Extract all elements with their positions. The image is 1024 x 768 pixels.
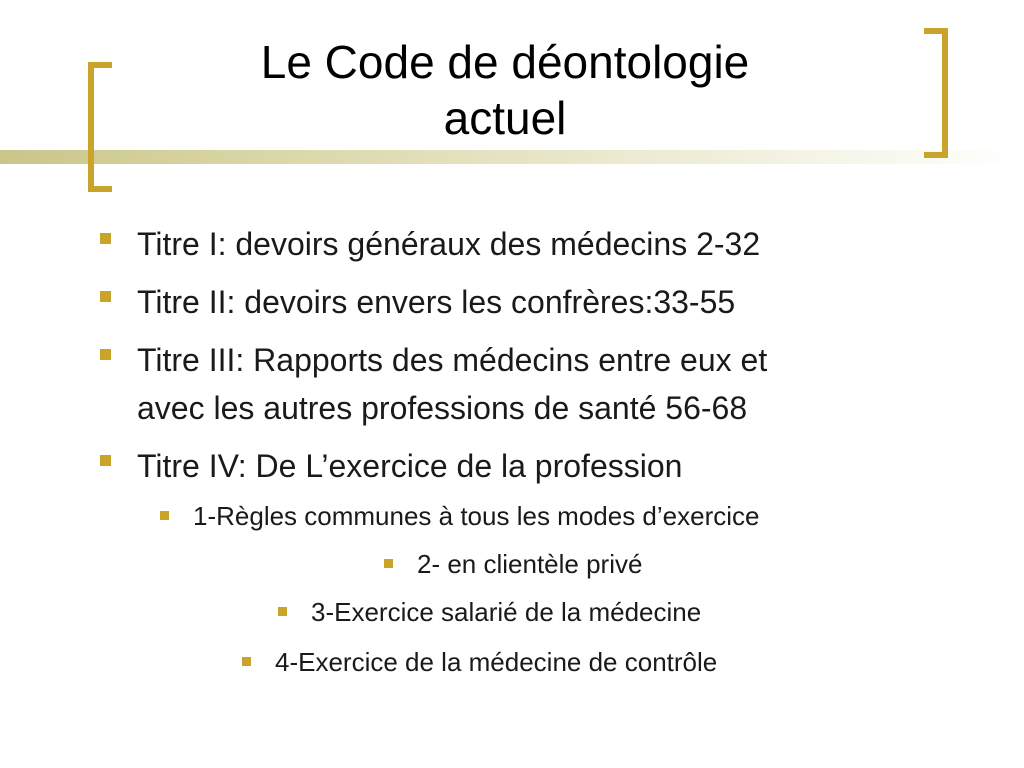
sub-bullet-item-clientele [384, 548, 642, 580]
sub-bullet-text: 2- en clientèle privé [417, 549, 643, 579]
square-bullet-icon [384, 559, 393, 568]
sub-bullet-text: 4-Exercice de la médecine de contrôle [275, 647, 718, 677]
sub-bullet-item-regles [160, 500, 759, 532]
square-bullet-icon [100, 349, 111, 360]
square-bullet-icon [100, 291, 111, 302]
bullet-text: Titre I: devoirs généraux des médecins 2-32 [137, 226, 761, 262]
bullet-item-titre-1 [100, 220, 760, 268]
bullet-item-titre-3 [100, 336, 767, 432]
sub-bullet-text: 1-Règles communes à tous les modes d’exercice [193, 501, 760, 531]
bullet-text: Titre II: devoirs envers les confrères:33-55 [137, 284, 736, 320]
sub-bullet-item-salarie [278, 596, 701, 628]
bullet-text: Titre IV: De L’exercice de la profession [137, 448, 683, 484]
square-bullet-icon [278, 607, 287, 616]
slide-title-line-2: actuel [443, 92, 567, 144]
sub-bullet-item-controle [242, 646, 717, 678]
square-bullet-icon [160, 511, 169, 520]
square-bullet-icon [100, 233, 111, 244]
sub-bullet-text: 3-Exercice salarié de la médecine [311, 597, 702, 627]
bullet-item-titre-4 [100, 442, 682, 490]
square-bullet-icon [242, 657, 251, 666]
bullet-item-titre-2 [100, 278, 735, 326]
slide-title-line-1: Le Code de déontologie [260, 36, 750, 88]
square-bullet-icon [100, 455, 111, 466]
bullet-text: Titre III: Rapports des médecins entre eux et avec les autres professions de santé 56-68 [137, 342, 768, 426]
